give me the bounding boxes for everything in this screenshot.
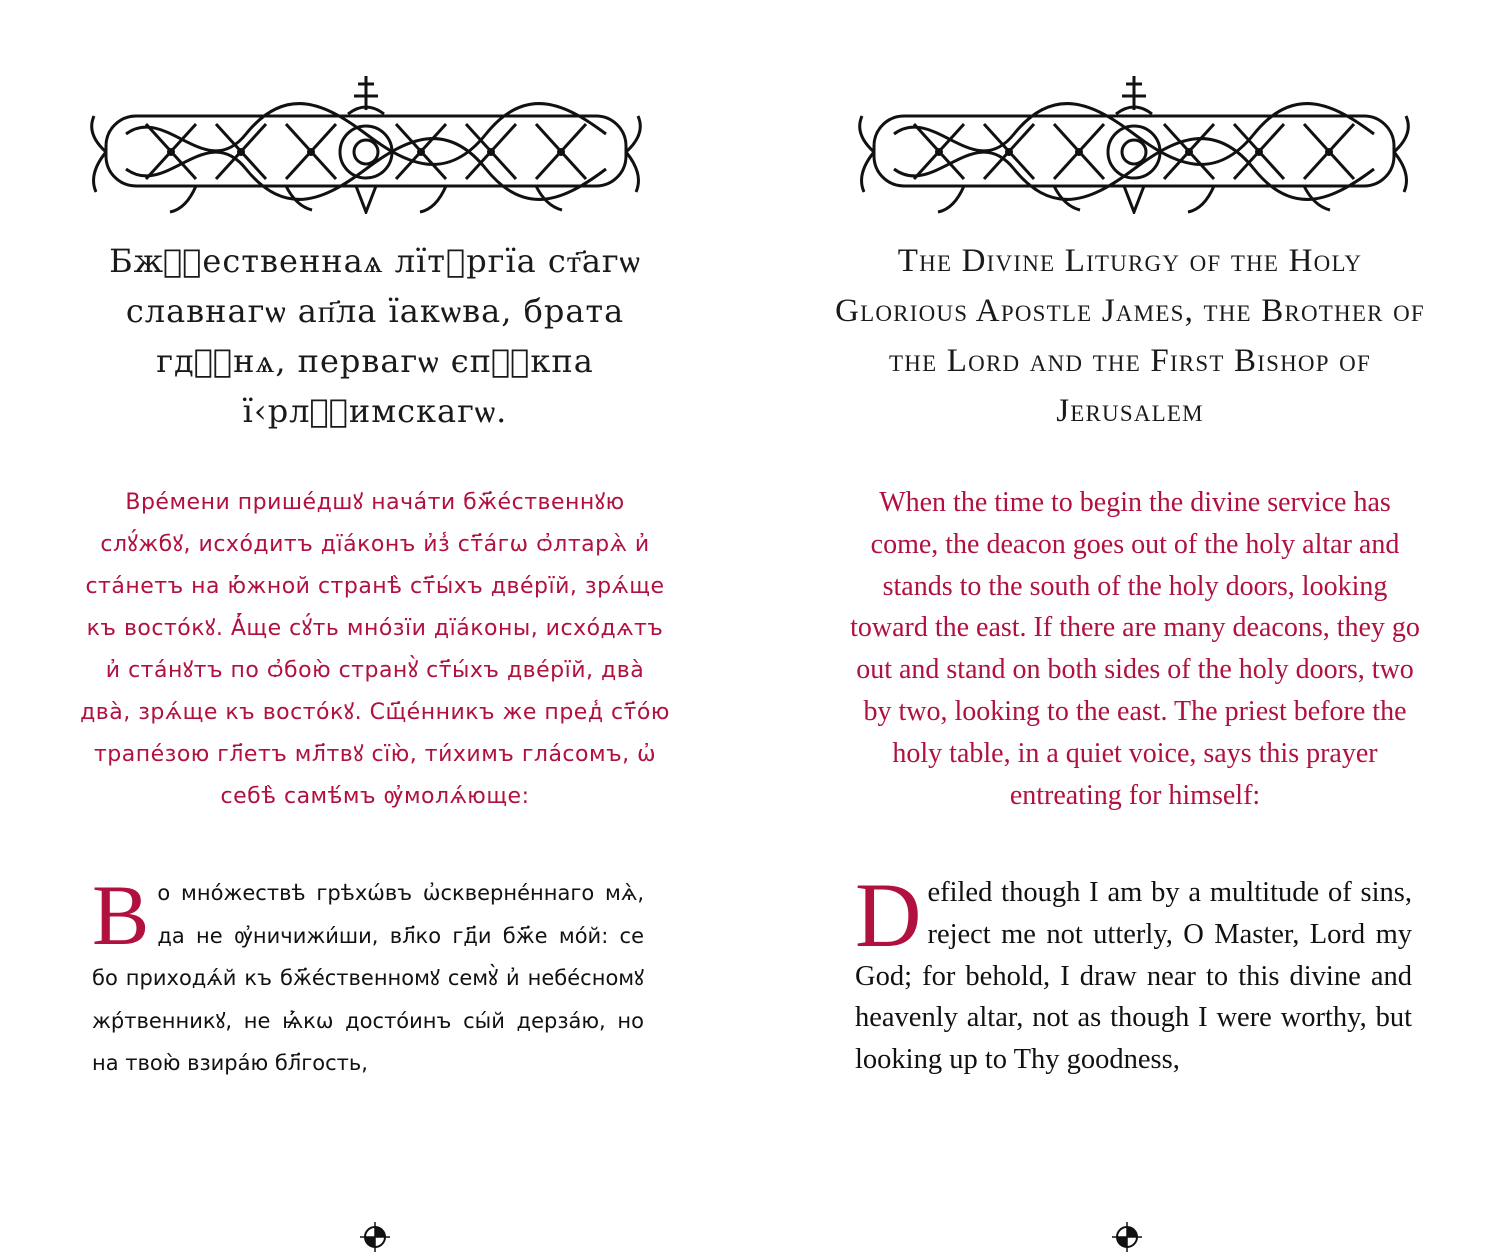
registration-mark-icon [360, 1222, 390, 1252]
slavonic-title: Бжⷭ҇ественнаѧ лїтꙋргїа ст҃агѡ славнагѡ ап҃ла їакѡва, брата гдⷭ҇нѧ, первагѡ єпⷭ҇кпа ї‹рлⷭ҇имскагѡ. [109, 242, 641, 430]
slavonic-prayer [92, 867, 644, 1085]
knotwork-headpiece-icon [86, 74, 646, 214]
english-rubric: When the time to begin the divine service has come, the deacon goes out of the holy altar and stands to the south of the holy doors, looking toward the east. If there are many deacons, they go out and stand on both sides of the holy doors, two by two, looking to the east. The priest before the holy table, in a quiet voice, says this prayer entreating for himself: [850, 487, 1420, 811]
slavonic-prayer-text: о мно́жествѣ грѣхѡ́въ ѡ҆скверне́ннаго мѧ̀, да не ѹ҆ничижи́ши, вл҃ко гд҃и бж҃е мо́й: се бо приходѧ́й къ бж҃е́ственномꙋ семꙋ̀ и҆ небе́сномꙋ жр́твенникꙋ, не ѩ҆́кѡ досто́инъ сы́й дерза́ю, но на твою̀ взира́ю бл҃гость, [92, 881, 644, 1075]
english-prayer [855, 864, 1412, 1081]
right-page [750, 0, 1500, 1252]
slavonic-dropcap: В [92, 867, 150, 963]
knotwork-headpiece-icon [854, 74, 1414, 214]
english-dropcap: D [855, 864, 922, 966]
english-prayer-text: efiled though I am by a multitude of sins, reject me not utterly, O Master, Lord my God; for behold, I draw near to this divine and heavenly altar, not as though I were worthy, but looking up to Thy goodness, [855, 877, 1412, 1076]
slavonic-rubric: Вре́мени прише́дшꙋ нача́ти бж҃е́ственнꙋю слꙋ́жбꙋ, исхо́дитъ дїа́конъ и҆з̾ ст҃а́гѡ ѻ҆лтарѧ̀ и҆ ста́нетъ на ю҆́жной странѣ̀ ст҃ы́хъ две́рїй, зрѧ́ще къ восто́кꙋ. А҆́ще сꙋ́ть мно́зїи дїа́коны, исхо́дѧтъ и҆ ста́нꙋтъ по ѻ҆бою̀ странꙋ̀ ст҃ы́хъ две́рїй, два̀ два̀, зрѧ́ще къ восто́кꙋ. Сщ҃е́нникъ же пред̾ ст҃о́ю трапе́зою гл҃етъ мл҃твꙋ сїю̀, ти́химъ гла́сомъ, ѡ҆ себѣ̀ самѣ́мъ ѹ҆молѧ́юще: [80, 490, 670, 809]
english-title: The Divine Liturgy of the Holy Glorious Apostle James, the Brother of the Lord and the First Bishop of Jerusalem [835, 243, 1425, 429]
registration-mark-icon [1112, 1222, 1142, 1252]
